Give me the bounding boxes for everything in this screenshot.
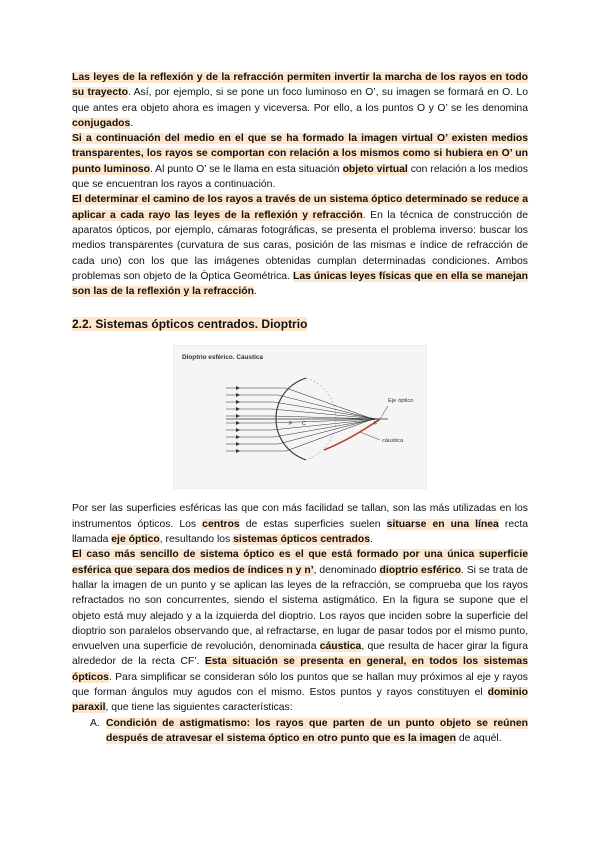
- f-label: F: [289, 421, 293, 428]
- figure-caption: Dioptrio esférico. Cáustica: [182, 354, 263, 362]
- dioptrio-diagram: [174, 346, 426, 488]
- paragraph-geometric-optics: El determinar el camino de los rayos a través de un sistema óptico determinado se reduce a aplicar a cada rayo las leyes de la reflexión y refracción. En la técnica de construcción de aparatos ópticos, por ejemplo, cámaras fotográficas, se presenta el problema inverso: buscar los medios transparentes (curvatura de sus caras, posición de las mismas e índice de refracción de cada uno) con los que las imágenes obtenidas cumplan determinadas condiciones. Ambos problemas son objeto de la Óptica Geométrica. Las únicas leyes físicas que en ella se manejan son las de la reflexión y la refracción.: [72, 194, 528, 298]
- paragraph-centered-systems: Por ser las superficies esféricas las que con más facilidad se tallan, son las más utilizadas en los instrumentos ópticos. Los centros de estas superficies suelen situarse en una línea recta llamada eje óptico, resultando los sistemas ópticos centrados.: [72, 503, 528, 546]
- document-page: [72, 70, 528, 746]
- incoming-rays: [226, 388, 286, 451]
- dioptrio-figure: [173, 345, 427, 489]
- list-marker: A.: [90, 717, 100, 729]
- ray-arrows: [236, 386, 240, 453]
- paragraph-spherical-dioptre: El caso más sencillo de sistema óptico es el que está formado por una única superficie esférica que separa dos medios de índices n y n’, denominado dioptrio esférico. Si se trata de hallar la imagen de un punto y se aplican las leyes de la refracción, se comprueba que los rayos refractados no son concurrentes, siendo el sistema astigmático. En la figura se supone que el objeto está muy alejado y a la izquierda del dioptrio. Los rayos que inciden sobre la superficie del dioptrio son paralelos observando que, al refractarse, en lugar de pasar todos por el mismo punto, envuelven una superficie de revolución, denominada cáustica, que resulta de hacer girar la figura alrededor de la recta CF’. Esta situación se presenta en general, en todos los sistemas ópticos. Para simplificar se consideran sólo los puntos que se hallan muy próximos al eje y rayos que forman ángulos muy agudos con el mismo. Estos puntos y rayos constituyen el dominio paraxil, que tiene las siguientes características:: [72, 549, 529, 714]
- center-label: C: [302, 421, 307, 428]
- focus-label: F': [374, 421, 379, 428]
- list-item-text: Condición de astigmatismo: los rayos que parten de un punto objeto se reúnen después de atravesar el sistema óptico en otro punto que es la imagen de aquél.: [106, 717, 528, 744]
- axis-pointer: [380, 406, 388, 419]
- list-item-a: [72, 716, 528, 747]
- axis-label: Eje óptico: [388, 398, 414, 405]
- section-heading: 2.2. Sistemas ópticos centrados. Dioptrio: [72, 317, 308, 332]
- paragraph-virtual-object: Si a continuación del medio en el que se ha formado la imagen virtual O’ existen medios transparentes, los rayos se comportan con relación a los mismos como si hubiera en O’ un punto luminoso. Al punto O’ se le llama en esta situación objeto virtual con relación a los medios que se encuentran los rayos a continuación.: [72, 133, 528, 191]
- caustic-pointer: [360, 432, 380, 440]
- paragraph-reversibility: Las leyes de la reflexión y de la refracción permiten invertir la marcha de los rayos en todo su trayecto. Así, por ejemplo, si se pone un foco luminoso en O’, su imagen se formará en O. Lo que antes era objeto ahora es imagen y viceversa. Por ello, a los puntos O y O’ se les denomina conjugados.: [72, 72, 528, 129]
- refracted-rays: [271, 388, 380, 451]
- caustic-label: cáustica: [382, 438, 404, 445]
